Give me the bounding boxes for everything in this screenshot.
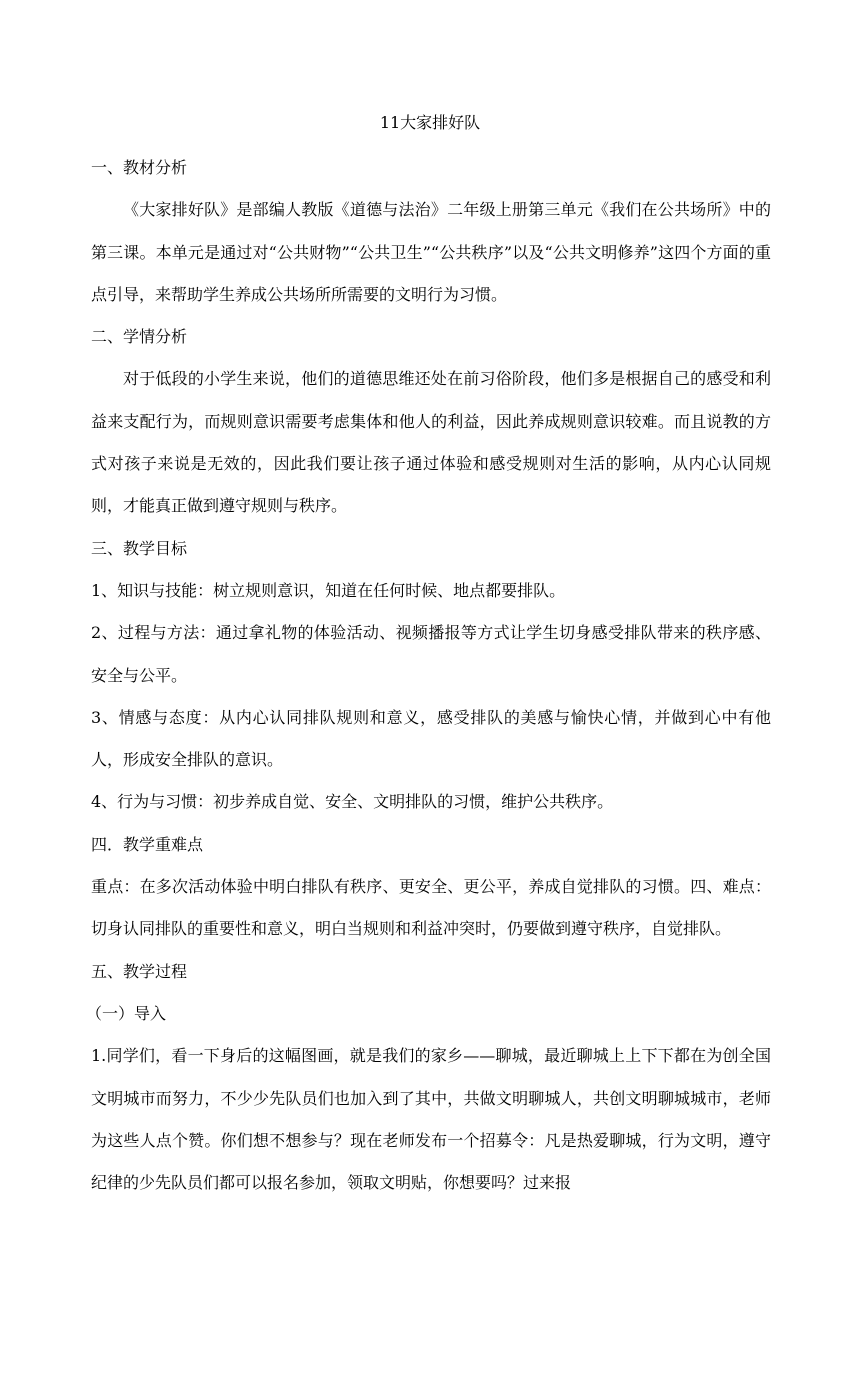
subsection-heading-introduction: （一）导入 [86, 1003, 167, 1023]
paragraph-student-analysis: 对于低段的小学生来说，他们的道德思维还处在前习俗阶段，他们多是根据自己的感受和利益来支配行为，而规则意识需要考虑集体和他人的利益，因此养成规则意识较难。而且说教的方式对孩子来说是无效的，因此我们要让孩子通过体验和感受规则对生活的影响，从内心认同规则，才能真正做到遵守规则与秩序。 [91, 369, 771, 516]
goal-item: 2、过程与方法：通过拿礼物的体验活动、视频播报等方式让学生切身感受排队带来的秩序感、安全与公平。 [91, 623, 771, 685]
document-body [86, 147, 771, 1204]
document-title: 11大家排好队 [379, 113, 481, 132]
paragraph-key-points: 重点：在多次活动体验中明白排队有秩序、更安全、更公平，养成自觉排队的习惯。四、难点：切身认同排队的重要性和意义，明白当规则和利益冲突时，仍要做到遵守秩序，自觉排队。 [91, 877, 771, 939]
goal-item: 3、情感与态度：从内心认同排队规则和意义，感受排队的美感与愉快心情，并做到心中有他人，形成安全排队的意识。 [91, 707, 771, 770]
section-heading-student-analysis: 二、学情分析 [91, 327, 188, 347]
paragraph-introduction: 1.同学们，看一下身后的这幅图画，就是我们的家乡——聊城，最近聊城上上下下都在为创全国文明城市而努力，不少少先队员们也加入到了其中，共做文明聊城人，共创文明聊城城市，老师为这些人点个赞。你们想不想参与？现在老师发布一个招募令：凡是热爱聊城，行为文明，遵守纪律的少先队员们都可以报名参加，领取文明贴，你想要吗？过来报 [91, 1046, 771, 1193]
section-heading-textbook-analysis: 一、教材分析 [91, 158, 188, 177]
paragraph-textbook-analysis: 《大家排好队》是部编人教版《道德与法治》二年级上册第三单元《我们在公共场所》中的第三课。本单元是通过对“公共财物”“公共卫生”“公共秩序”以及“公共文明修养”这四个方面的重点引导，来帮助学生养成公共场所所需要的文明行为习惯。 [91, 200, 771, 304]
section-heading-teaching-goals: 三、教学目标 [91, 538, 188, 558]
goal-item: 1、知识与技能：树立规则意识，知道在任何时候、地点都要排队。 [91, 580, 566, 600]
goal-item: 4、行为与习惯：初步养成自觉、安全、文明排队的习惯，维护公共秩序。 [91, 792, 614, 812]
section-heading-key-points: 四．教学重难点 [91, 834, 204, 854]
section-heading-teaching-process: 五、教学过程 [91, 961, 188, 981]
